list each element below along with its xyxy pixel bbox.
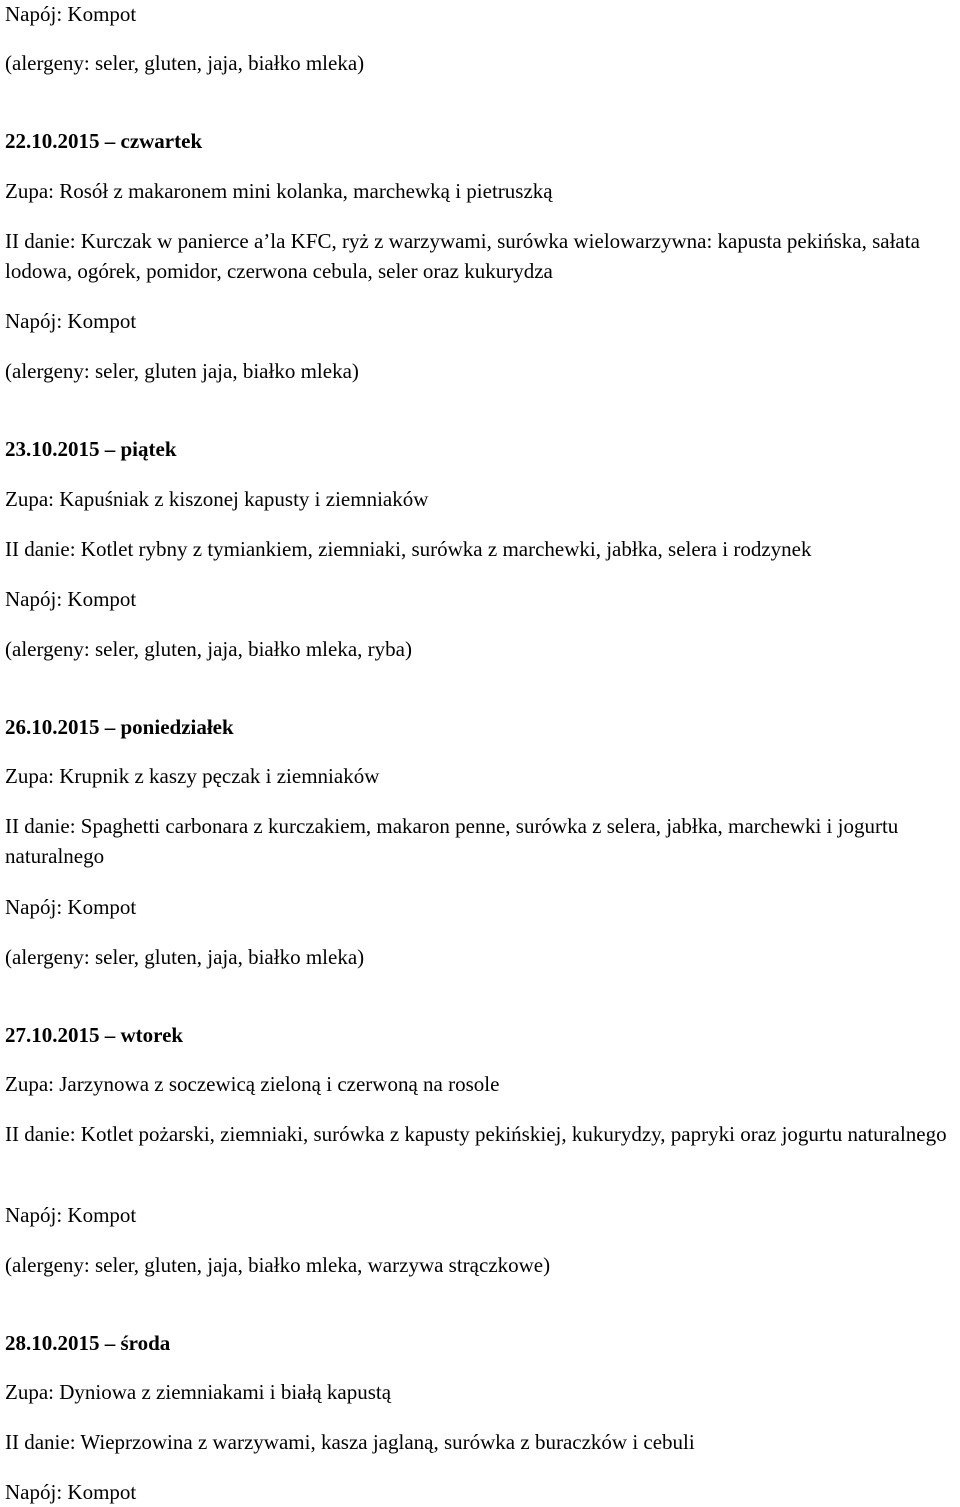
allergens-line: (alergeny: seler, gluten, jaja, białko mleka)	[5, 945, 365, 969]
day-heading: 23.10.2015 – piątek	[5, 437, 177, 461]
allergens-line: (alergeny: seler, gluten, jaja, białko mleka)	[5, 51, 365, 75]
drink-line: Napój: Kompot	[5, 1480, 137, 1504]
drink-line: Napój: Kompot	[5, 309, 137, 333]
allergens-line: (alergeny: seler, gluten, jaja, białko mleka, warzywa strączkowe)	[5, 1253, 551, 1277]
drink-line: Napój: Kompot	[5, 2, 137, 26]
drink-line: Napój: Kompot	[5, 587, 137, 611]
main-course-line: II danie: Kurczak w panierce a’la KFC, ryż z warzywami, surówka wielowarzywna: kapusta pekińska, sałata lodowa, ogórek, pomidor, czerwona cebula, seler oraz kukurydza	[5, 229, 920, 283]
day-heading: 22.10.2015 – czwartek	[5, 129, 203, 153]
allergens-line: (alergeny: seler, gluten jaja, białko mleka)	[5, 359, 359, 383]
day-heading: 28.10.2015 – środa	[5, 1331, 171, 1355]
soup-line: Zupa: Kapuśniak z kiszonej kapusty i ziemniaków	[5, 487, 429, 511]
soup-line: Zupa: Jarzynowa z soczewicą zieloną i czerwoną na rosole	[5, 1072, 500, 1096]
main-course-line: II danie: Spaghetti carbonara z kurczakiem, makaron penne, surówka z selera, jabłka, marchewki i jogurtu naturalnego	[5, 814, 899, 868]
main-course-line: II danie: Wieprzowina z warzywami, kasza jaglaną, surówka z buraczków i cebuli	[5, 1430, 695, 1454]
soup-line: Zupa: Dyniowa z ziemniakami i białą kapustą	[5, 1380, 392, 1404]
main-course-line: II danie: Kotlet pożarski, ziemniaki, surówka z kapusty pekińskiej, kukurydzy, papryki oraz jogurtu naturalnego	[5, 1122, 947, 1146]
drink-line: Napój: Kompot	[5, 1203, 137, 1227]
soup-line: Zupa: Krupnik z kaszy pęczak i ziemniaków	[5, 764, 380, 788]
allergens-line: (alergeny: seler, gluten, jaja, białko mleka, ryba)	[5, 637, 412, 661]
soup-line: Zupa: Rosół z makaronem mini kolanka, marchewką i pietruszką	[5, 179, 553, 203]
drink-line: Napój: Kompot	[5, 895, 137, 919]
day-heading: 27.10.2015 – wtorek	[5, 1023, 184, 1047]
main-course-line: II danie: Kotlet rybny z tymiankiem, ziemniaki, surówka z marchewki, jabłka, selera i rodzynek	[5, 537, 812, 561]
day-heading: 26.10.2015 – poniedziałek	[5, 715, 234, 739]
